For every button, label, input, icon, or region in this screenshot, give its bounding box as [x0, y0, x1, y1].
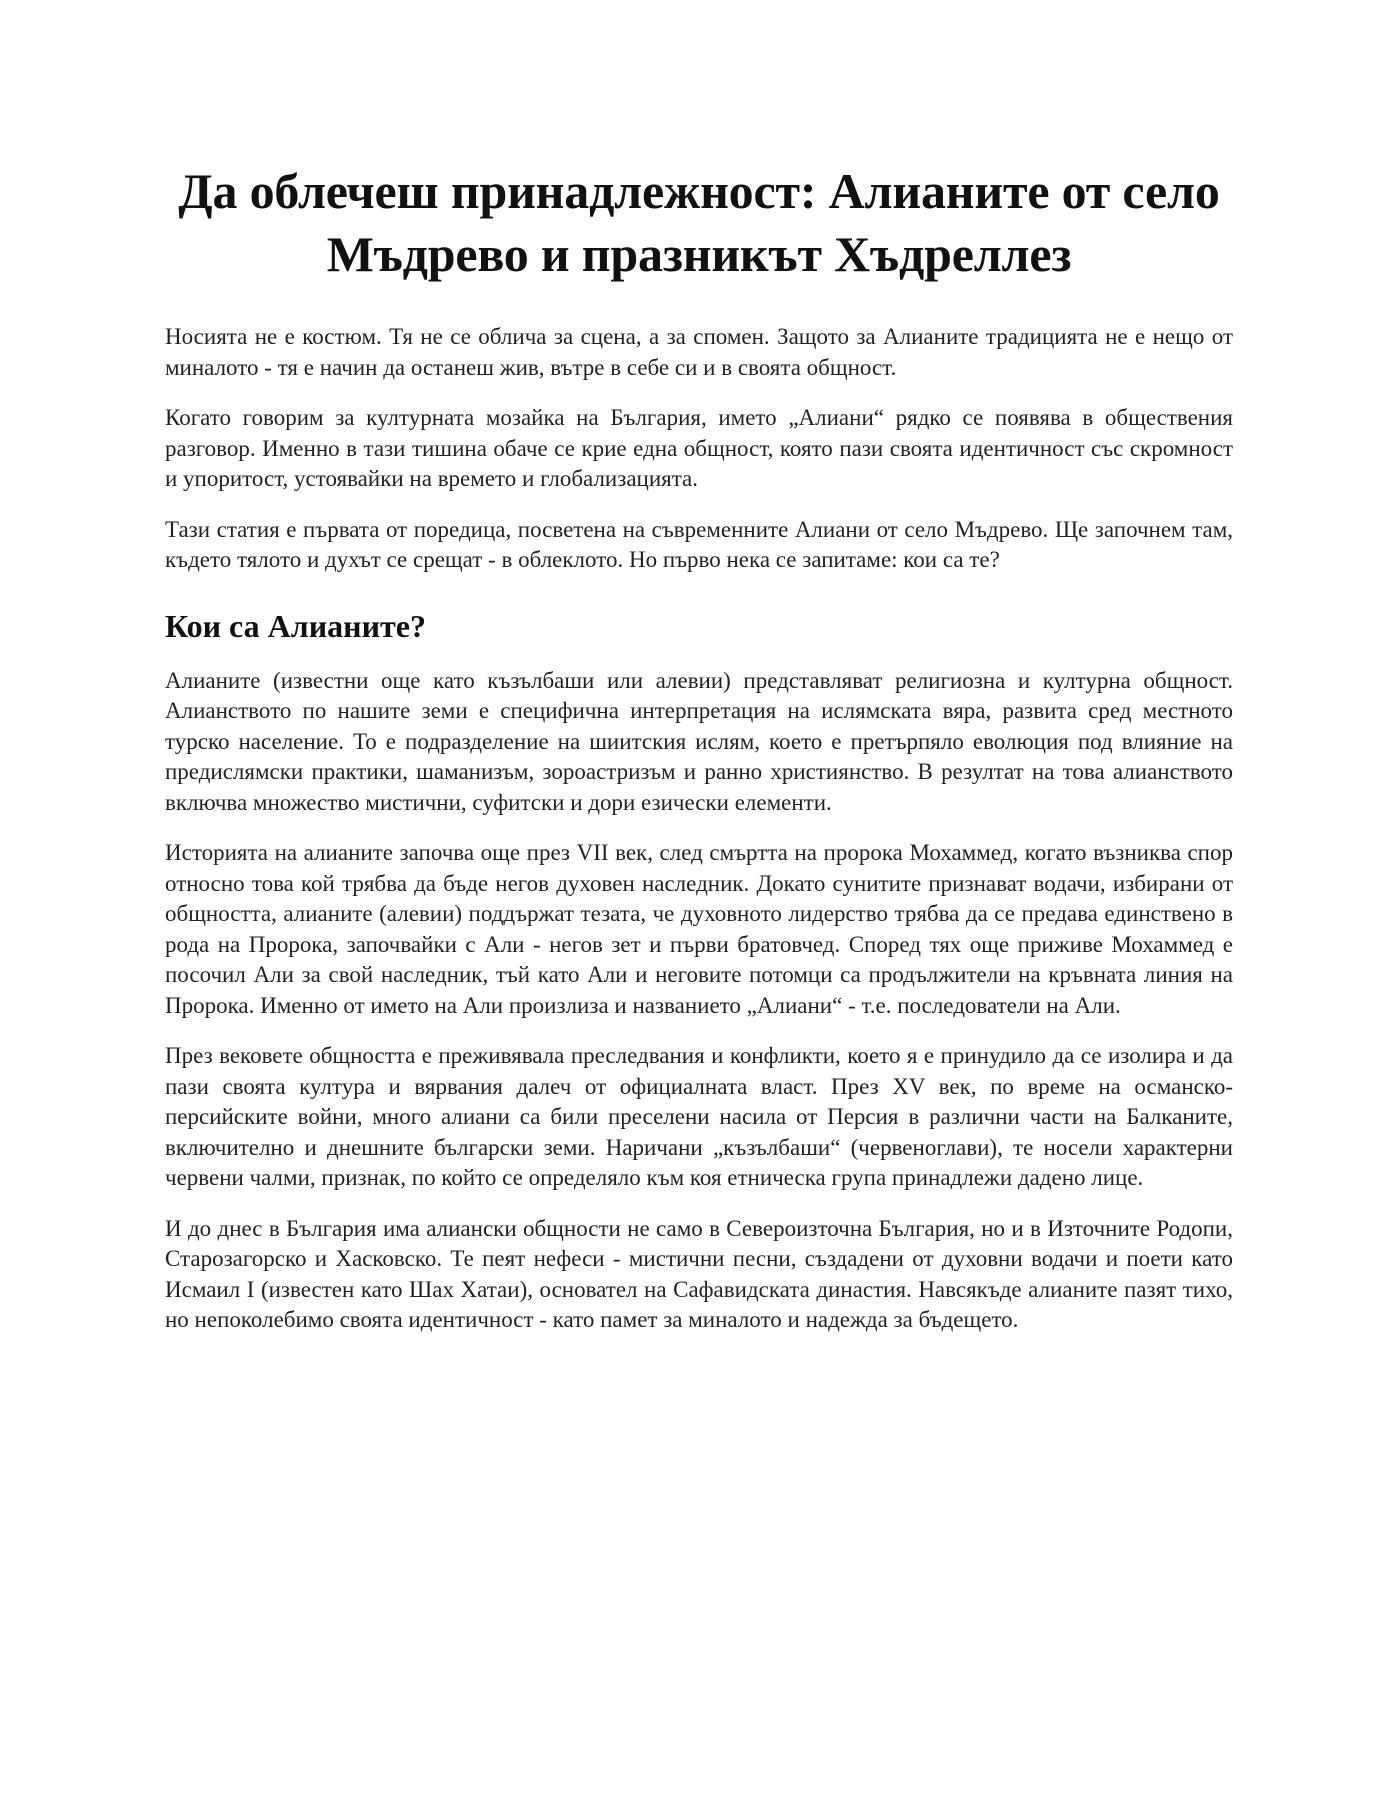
section-heading: Кои са Алианите?: [165, 607, 426, 644]
intro-paragraph-1: Носията не е костюм. Тя не се облича за сцена, а за спомен. Защото за Алианите традицията не е нещо от миналото - тя е начин да останеш жив, вътре в себе си и в своята общност.: [165, 324, 1233, 380]
intro-paragraph-2: Когато говорим за културната мозайка на България, името „Алиани“ рядко се появява в обществения разговор. Именно в тази тишина обаче се крие една общност, която пази своята идентичност със скромност и упоритост, устоявайки на времето и глобализацията.: [165, 405, 1233, 491]
section-paragraph-2: Историята на алианите започва още през VII век, след смъртта на пророка Мохаммед, когато възниква спор относно това кой трябва да бъде негов духовен наследник. Докато сунитите признават водачи, избирани от общността, алианите (алевии) поддържат тезата, че духовното лидерство трябва да се предава единствено в рода на Пророка, започвайки с Али - негов зет и първи братовчед. Според тях още приживе Мохаммед е посочил Али за свой наследник, тъй като Али и неговите потомци са продължители на кръвната линия на Пророка. Именно от името на Али произлиза и названието „Алиани“ - т.е. последователи на Али.: [165, 840, 1233, 1018]
section-paragraph-4: И до днес в България има алиански общности не само в Североизточна България, но и в Източните Родопи, Старозагорско и Хасковско. Те пеят нефеси - мистични песни, създадени от духовни водачи и поети като Исмаил I (известен като Шах Хатаи), основател на Сафавидската династия. Навсякъде алианите пазят тихо, но непоколебимо своята идентичност - като памет за миналото и надежда за бъдещето.: [165, 1215, 1233, 1332]
section-paragraph-3: През вековете общността е преживявала преследвания и конфликти, което я е принудило да се изолира и да пази своята култура и вярвания далеч от официалната власт. През XV век, по време на османско-персийските войни, много алиани са били преселени насила от Персия в различни части на Балканите, включително и днешните български земи. Наричани „къзълбаши“ (червеноглави), те носели характерни червени чалми, признак, по който се определяло към коя етническа група принадлежи дадено лице.: [165, 1043, 1233, 1190]
section-paragraph-1: Алианите (известни още като къзълбаши или алевии) представляват религиозна и културна общност. Алианството по нашите земи е специфична интерпретация на ислямската вяра, развита сред местното турско население. То е подразделение на шиитския ислям, което е претърпяло еволюция под влияние на предислямски практики, шаманизъм, зороастризъм и ранно християнство. В резултат на това алианството включва множество мистични, суфитски и дори езически елементи.: [165, 667, 1233, 815]
intro-paragraph-3: Тази статия е първата от поредица, посветена на съвременните Алиани от село Мъдрево. Ще започнем там, където тялото и духът се срещат - в облеклото. Но първо нека се запитаме: кои са те?: [165, 516, 1233, 572]
document-page: [165, 160, 1233, 1356]
article-title: Да облечеш принадлежност: Алианите от село Мъдрево и празникът Хъдреллез: [178, 163, 1220, 282]
